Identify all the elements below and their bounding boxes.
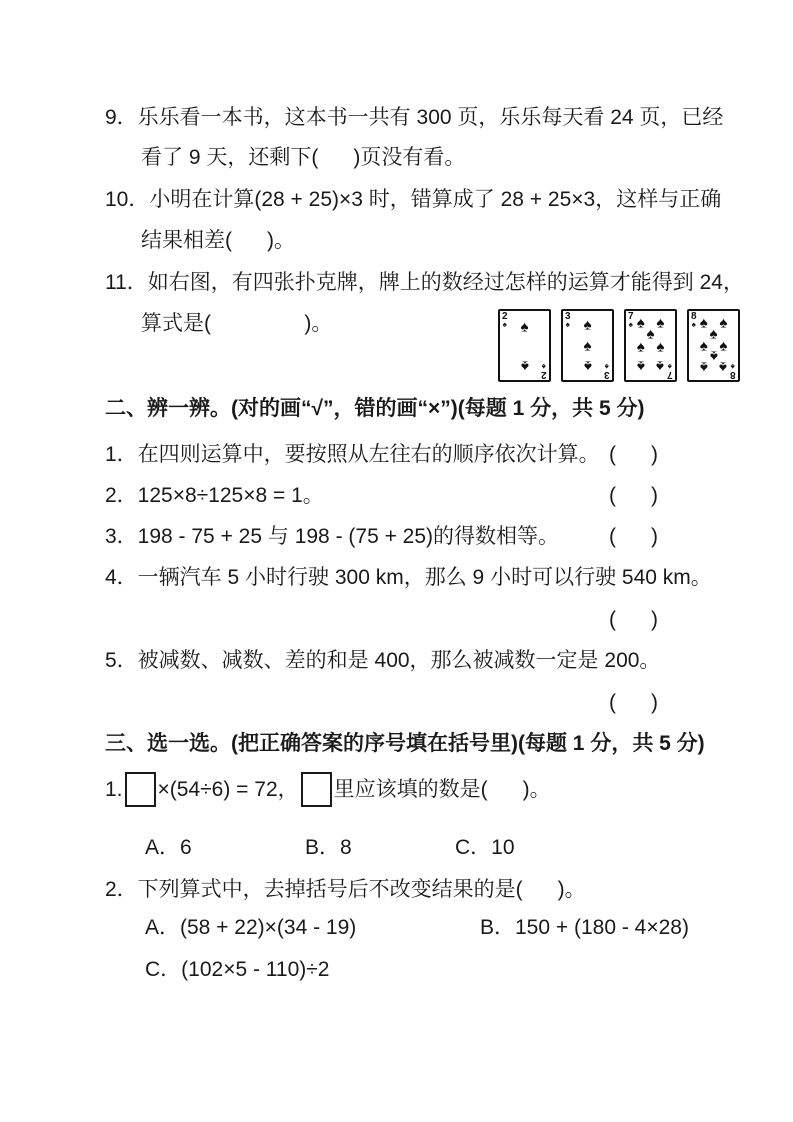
tf-answer-paren-5: ( ) (609, 691, 658, 714)
choice-question-1 (105, 772, 551, 807)
spade-icon: ♠ (668, 362, 673, 371)
card-corner-index: 8 ♠ (730, 362, 736, 380)
card-corner-index: 3 ♠ (604, 362, 610, 380)
choice-q1-option-c: C．10 (455, 836, 515, 859)
spade-icon: ♠ (565, 320, 570, 329)
question-10-line-2: 结果相差( )。 (141, 229, 295, 252)
playing-cards (498, 309, 740, 382)
tf-answer-paren-4: ( ) (609, 608, 658, 631)
spade-icon: ♠ (699, 358, 708, 376)
question-11-line-1: 11．如右图，有四张扑克牌，牌上的数经过怎样的运算才能得到 24， (105, 271, 744, 294)
spade-icon: ♠ (656, 338, 665, 356)
choice-q1-option-a: A．6 (145, 836, 192, 859)
tf-question-4: 4．一辆汽车 5 小时行驶 300 km，那么 9 小时可以行驶 540 km。 (105, 566, 712, 589)
spade-icon: ♠ (709, 325, 718, 343)
spade-icon: ♠ (699, 337, 708, 354)
blank-box-1 (125, 772, 156, 807)
spade-icon: ♠ (605, 362, 610, 371)
choice-q2-option-c: C．(102×5 - 110)÷2 (145, 958, 330, 981)
playing-card-7-of-spades (624, 309, 677, 382)
tf-question-1: 1．在四则运算中，要按照从左往右的顺序依次计算。 (105, 443, 600, 466)
tf-question-2: 2．125×8÷125×8 = 1。 (105, 484, 324, 507)
choice-q2-option-b: B．150 + (180 - 4×28) (480, 916, 689, 939)
playing-card-2-of-spades (498, 309, 551, 382)
choice-q1-option-b: B．8 (305, 836, 352, 859)
card-corner-index: 2 ♠ (502, 311, 508, 329)
playing-card-8-of-spades (687, 309, 740, 382)
card-corner-index: 8 ♠ (691, 311, 697, 329)
spade-icon: ♠ (520, 357, 529, 374)
card-corner-index: 7 ♠ (628, 311, 634, 329)
spade-icon: ♠ (646, 325, 655, 343)
choice-q1-prefix: 1. (105, 777, 123, 801)
question-9-line-2: 看了 9 天，还剩下( )页没有看。 (141, 146, 466, 169)
tf-question-3: 3．198 - 75 + 25 与 198 - (75 + 25)的得数相等。 (105, 525, 560, 548)
spade-icon: ♠ (699, 314, 708, 332)
spade-icon: ♠ (583, 337, 592, 354)
spade-icon: ♠ (636, 338, 645, 356)
question-10-line-1: 10．小明在计算(28 + 25)×3 时，错算成了 28 + 25×3，这样与正确 (105, 188, 722, 211)
choice-q2-option-a: A．(58 + 22)×(34 - 19) (145, 916, 357, 939)
spade-icon: ♠ (502, 320, 507, 329)
tf-answer-paren-2: ( ) (609, 484, 658, 507)
spade-icon: ♠ (520, 318, 529, 336)
spade-icon: ♠ (583, 357, 592, 375)
spade-icon: ♠ (542, 362, 547, 371)
spade-icon: ♠ (656, 314, 665, 332)
spade-icon: ♠ (656, 357, 665, 375)
card-corner-index: 2 ♠ (541, 362, 547, 380)
tf-answer-paren-1: ( ) (609, 443, 658, 466)
choice-question-2: 2．下列算式中，去掉括号后不改变结果的是( )。 (105, 878, 586, 901)
spade-icon: ♠ (583, 316, 592, 334)
spade-icon: ♠ (731, 362, 736, 371)
spade-icon: ♠ (628, 320, 633, 329)
tf-question-5: 5．被减数、减数、差的和是 400，那么被减数一定是 200。 (105, 649, 661, 672)
question-11-line-2: 算式是( )。 (141, 312, 333, 335)
spade-icon: ♠ (636, 357, 645, 375)
question-9-line-1: 9．乐乐看一本书，这本书一共有 300 页，乐乐每天看 24 页，已经 (105, 106, 724, 129)
blank-box-2 (301, 772, 332, 807)
tf-answer-paren-3: ( ) (609, 525, 658, 548)
part2-header: 二、辨一辨。(对的画“√”，错的画“×”)(每题 1 分，共 5 分) (105, 397, 645, 420)
spade-icon: ♠ (719, 358, 728, 376)
spade-icon: ♠ (691, 320, 696, 329)
spade-icon: ♠ (719, 337, 728, 354)
choice-q1-mid: ×(54÷6) = 72， (157, 777, 299, 801)
card-corner-index: 3 ♠ (565, 311, 571, 329)
choice-q1-suffix: 里应该填的数是( )。 (333, 777, 551, 801)
playing-card-3-of-spades (561, 309, 614, 382)
spade-icon: ♠ (636, 314, 645, 332)
spade-icon: ♠ (719, 314, 728, 332)
card-corner-index: 7 ♠ (667, 362, 673, 380)
spade-icon: ♠ (709, 347, 718, 365)
part3-header: 三、选一选。(把正确答案的序号填在括号里)(每题 1 分，共 5 分) (105, 732, 705, 755)
